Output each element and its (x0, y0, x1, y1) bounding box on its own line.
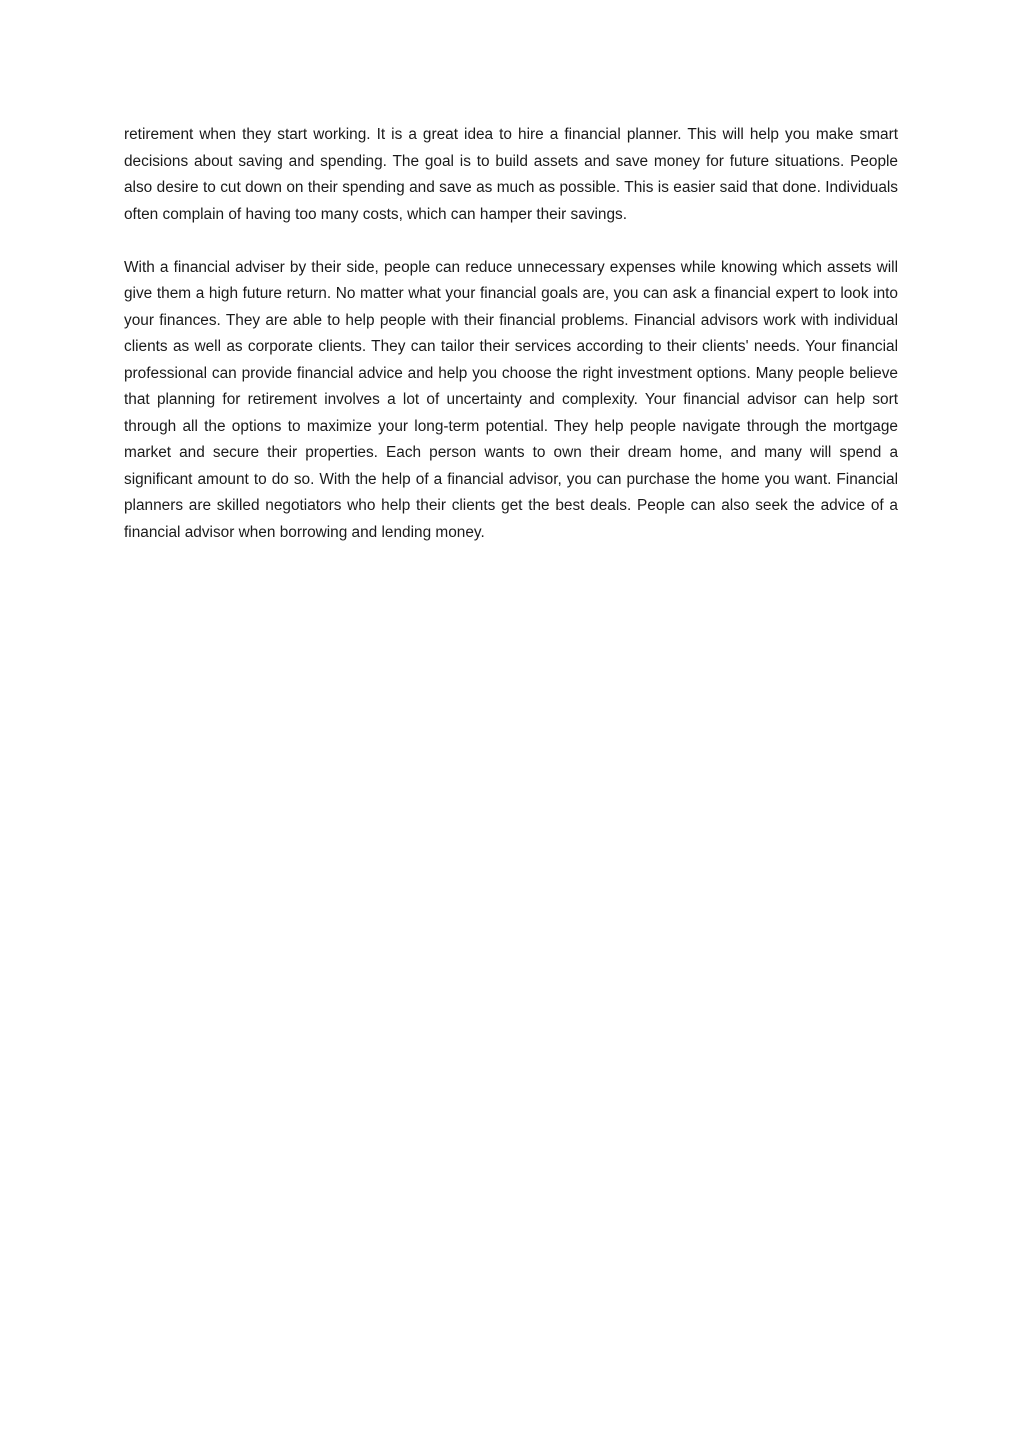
document-body (124, 122, 898, 573)
paragraph-retirement-planning: retirement when they start working. It is a great idea to hire a financial planner. This will help you make smart decisions about saving and spending. The goal is to build assets and save money for future situations. People also desire to cut down on their spending and save as much as possible. This is easier said that done. Individuals often complain of having too many costs, which can hamper their savings. (124, 126, 898, 223)
paragraph-financial-adviser: With a financial adviser by their side, people can reduce unnecessary expenses while knowing which assets will give them a high future return. No matter what your financial goals are, you can ask a financial expert to look into your finances. They are able to help people with their financial problems. Financial advisors work with individual clients as well as corporate clients. They can tailor their services according to their clients' needs. Your financial professional can provide financial advice and help you choose the right investment options. Many people believe that planning for retirement involves a lot of uncertainty and complexity. Your financial advisor can help sort through all the options to maximize your long-term potential. They help people navigate through the mortgage market and secure their properties. Each person wants to own their dream home, and many will spend a significant amount to do so. With the help of a financial advisor, you can purchase the home you want. Financial planners are skilled negotiators who help their clients get the best deals. People can also seek the advice of a financial advisor when borrowing and lending money. (124, 258, 898, 541)
